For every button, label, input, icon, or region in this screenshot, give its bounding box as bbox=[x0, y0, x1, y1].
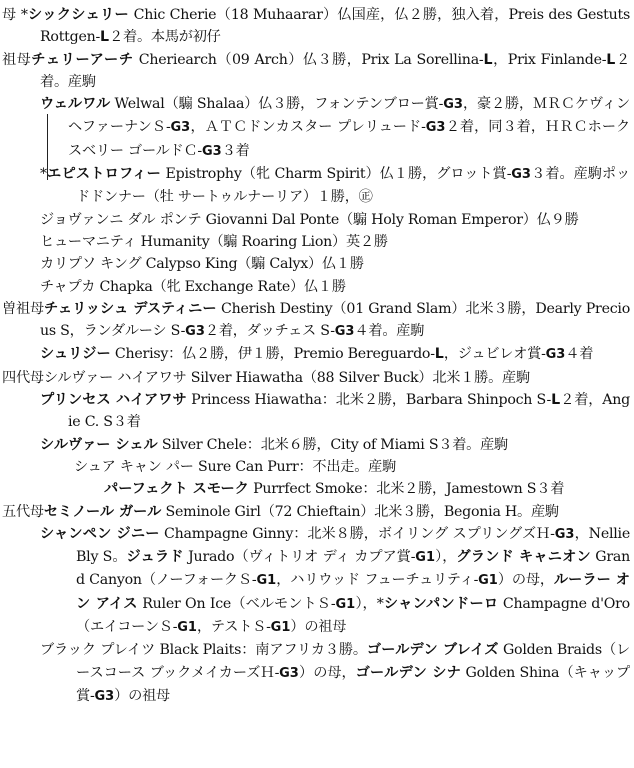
text: ブラック プレイツ Black Plaits：南アフリカ３勝。 bbox=[40, 642, 367, 659]
bold-text: G3 bbox=[279, 665, 299, 681]
text: ，Prix Finlande- bbox=[492, 51, 607, 68]
text: ジョヴァンニ ダル ポンテ Giovanni Dal Ponte（騸 Holy Roman Emperor）仏９勝 bbox=[40, 211, 579, 228]
text: Purrfect Smoke：北米２勝，Jamestown S３着 bbox=[248, 481, 565, 498]
bold-text: G3 bbox=[94, 688, 115, 704]
bold-text: G3 bbox=[185, 324, 205, 340]
pedigree-entry-chapka bbox=[0, 276, 630, 298]
bold-text: G3 bbox=[554, 526, 575, 542]
pedigree-entry-calypso bbox=[0, 253, 630, 275]
bold-text: G3 bbox=[201, 143, 222, 159]
text: Grand Canyon（ノーフォークＳ- bbox=[76, 549, 630, 589]
bold-text: G3 bbox=[545, 347, 566, 363]
text: 母 * bbox=[2, 7, 28, 23]
pedigree-entry-epistrophy bbox=[0, 163, 630, 209]
text: Cheriearch（09 Arch）仏３勝，Prix La Sorellina- bbox=[133, 51, 484, 68]
pedigree-document bbox=[0, 4, 630, 708]
bold-text: G3 bbox=[443, 97, 463, 113]
text: ４着 bbox=[565, 346, 594, 363]
pedigree-entry-champagne bbox=[0, 523, 630, 639]
text: ，豪２勝，ＭＲＣケヴィン ヘファーナンＳ- bbox=[68, 96, 630, 136]
bold-text: ウェルワル bbox=[40, 96, 111, 113]
text: * bbox=[40, 166, 47, 183]
bold-text: パーフェクト スモーク bbox=[104, 481, 249, 498]
pedigree-entry-g4dam bbox=[0, 367, 630, 389]
bold-text: シャンペン ジニー bbox=[40, 525, 160, 542]
text: ，ＡＴＣドンカスター プレリュード- bbox=[190, 119, 426, 136]
text: チャプカ Chapka（牝 Exchange Rate）仏１勝 bbox=[40, 278, 346, 295]
pedigree-entry-g5dam bbox=[0, 501, 630, 523]
text: カリプソ キング Calypso King（騸 Calyx）仏１勝 bbox=[40, 256, 364, 273]
text: ２着。産駒 bbox=[40, 51, 630, 90]
pedigree-entry-g3dam bbox=[0, 298, 630, 344]
text: Champagne d'Oro（エイコーンＳ- bbox=[76, 595, 630, 636]
text: Cherisy：仏２勝，伊１勝，Premio Bereguardo- bbox=[110, 346, 435, 363]
bold-text: G1 bbox=[256, 573, 277, 589]
text: Epistrophy（牝 Charm Spirit）仏１勝，グロット賞- bbox=[161, 166, 512, 183]
text: ２着，Angie C. S３着 bbox=[68, 392, 631, 431]
bold-text: ゴールデン ブレイズ bbox=[366, 642, 499, 659]
text: Golden Shina（キャップ賞- bbox=[76, 664, 630, 704]
pedigree-entry-blackplaits bbox=[0, 639, 630, 708]
text: 祖母 bbox=[2, 51, 32, 68]
text: ，テストＳ- bbox=[196, 619, 271, 636]
bold-text: チェリーアーチ bbox=[31, 51, 134, 68]
text: ）の祖母 bbox=[290, 619, 347, 636]
bold-text: L bbox=[551, 392, 561, 409]
text: Champagne Ginny：北米８勝，ボイリング スプリングズＨ- bbox=[159, 525, 555, 542]
bold-text: G3 bbox=[334, 324, 355, 340]
text: Cherish Destiny（01 Grand Slam）北米３勝，Dearly Precious S，ランダルーシ S- bbox=[40, 300, 630, 340]
bold-text: L bbox=[483, 51, 493, 68]
bold-text: セミノール ガール bbox=[43, 503, 162, 520]
bold-text: シックシェリー bbox=[27, 7, 130, 23]
bold-text: G3 bbox=[511, 167, 531, 183]
text: ２着。本馬が初仔 bbox=[109, 29, 221, 46]
text: ２着，同３着，ＨＲＣホークスベリー ゴールドＣ- bbox=[68, 119, 630, 159]
bold-text: ルーラー オン アイス bbox=[76, 572, 630, 612]
text: Ruler On Ice（ベルモントＳ- bbox=[137, 595, 336, 612]
text: ），* bbox=[355, 595, 384, 612]
text: Princess Hiawatha：北米２勝，Barbara Shinpoch S- bbox=[186, 392, 552, 409]
text: ２着，ダッチェス S- bbox=[204, 323, 335, 340]
text: シュア キャン パー Sure Can Purr：不出走。産駒 bbox=[74, 458, 397, 475]
pedigree-entry-perfect bbox=[0, 478, 630, 500]
bold-text: L bbox=[100, 29, 110, 46]
bold-text: シュリジー bbox=[40, 346, 111, 363]
bold-text: G1 bbox=[270, 620, 291, 636]
bold-text: L bbox=[434, 346, 444, 363]
pedigree-entry-welwal bbox=[0, 93, 630, 163]
pedigree-entry-silverchele bbox=[0, 434, 630, 456]
bold-text: G1 bbox=[478, 573, 498, 589]
text: ，ジュビレオ賞- bbox=[443, 346, 546, 363]
text: Chic Cherie（18 Muhaarar）仏国産，仏２勝，独入着，Preis des Gestuts Rottgen- bbox=[40, 7, 630, 46]
bold-text: G1 bbox=[415, 550, 435, 566]
text: Welwal（騸 Shalaa）仏３勝，フォンテンブロー賞- bbox=[110, 96, 444, 113]
bold-text: L bbox=[606, 51, 616, 68]
text: ４着。産駒 bbox=[354, 323, 425, 340]
bold-text: ジュラド bbox=[126, 549, 184, 566]
text: 曽祖母 bbox=[2, 300, 44, 317]
text: Silver Chele：北米６勝，City of Miami S３着。産駒 bbox=[157, 436, 508, 453]
bold-text: チェリッシュ デスティニー bbox=[44, 300, 217, 317]
text: ヒューマニティ Humanity（騸 Roaring Lion）英２勝 bbox=[40, 233, 388, 250]
text: Jurado（ヴィトリオ ディ カプア賞- bbox=[183, 549, 416, 566]
bold-text: ゴールデン シナ bbox=[355, 664, 462, 681]
text: ）， bbox=[435, 549, 457, 566]
bold-text: グランド キャニオン bbox=[456, 549, 591, 566]
text: 四代母シルヴァー ハイアワサ Silver Hiawatha（88 Silver Buck）北米１勝。産駒 bbox=[2, 369, 530, 386]
text: ）の祖母 bbox=[114, 687, 170, 704]
text: ）の母， bbox=[298, 664, 356, 681]
pedigree-entry-cherisy bbox=[0, 343, 630, 366]
text: Seminole Girl（72 Chieftain）北米３勝，Begonia H。産駒 bbox=[161, 503, 559, 520]
bold-text: シャンパンドーロ bbox=[383, 595, 499, 612]
bold-text: エピストロフィー bbox=[46, 166, 162, 183]
text: Golden Braids（レースコース ブックメイカーズＨ- bbox=[76, 642, 630, 681]
bold-text: シルヴァー シェル bbox=[40, 436, 158, 453]
text: ）の母， bbox=[497, 572, 554, 589]
bold-text: プリンセス ハイアワサ bbox=[40, 392, 187, 409]
pedigree-entry-humanity bbox=[0, 231, 630, 253]
text: 五代母 bbox=[2, 503, 44, 520]
bold-text: G3 bbox=[170, 120, 191, 136]
bold-text: G1 bbox=[177, 620, 197, 636]
pedigree-entry-surecan bbox=[0, 456, 630, 478]
text: ，Nellie Bly S。 bbox=[76, 525, 630, 566]
pedigree-entry-granddam bbox=[0, 49, 630, 94]
pedigree-entry-giovanni bbox=[0, 209, 630, 231]
bold-text: G1 bbox=[335, 596, 356, 612]
bold-text: G3 bbox=[425, 120, 446, 136]
pedigree-entry-princess bbox=[0, 389, 630, 434]
text: ３着。産駒ポッドドンナー（牡 サートゥルナーリア）１勝，㊣ bbox=[76, 166, 630, 206]
text: ，ハリウッド フューチュリティ- bbox=[276, 572, 479, 589]
text: ３着 bbox=[221, 142, 250, 159]
pedigree-entry-dam bbox=[0, 4, 630, 49]
